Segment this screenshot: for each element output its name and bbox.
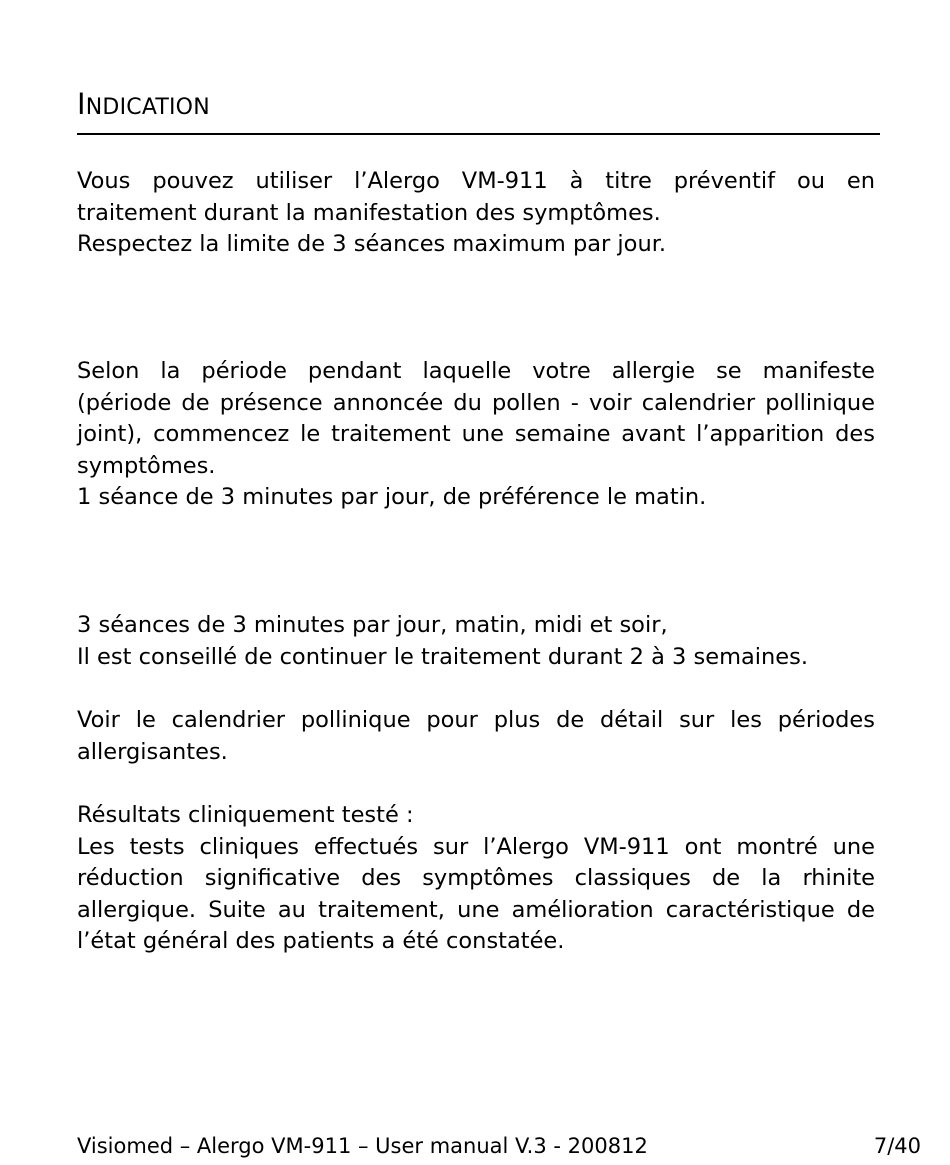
page-footer [77, 1132, 921, 1160]
paragraph-line: allergisantes. [77, 738, 228, 765]
section-heading [77, 84, 880, 135]
paragraph-line: Voir le calendrier pollinique pour plus de détail sur les périodes [77, 707, 875, 733]
paragraph-line: 1 séance de 3 minutes par jour, de préférence le matin. [77, 484, 707, 510]
paragraph-line: réduction significative des symptômes classiques de la rhinite [77, 865, 875, 891]
paragraph-line: l’état général des patients a été constatée. [77, 928, 565, 954]
paragraph-line: Il est conseillé de continuer le traitement durant 2 à 3 semaines. [77, 643, 809, 670]
paragraph-line: 3 séances de 3 minutes par jour, matin, midi et soir, [77, 612, 668, 638]
paragraph-line: Vous pouvez utiliser l’Alergo VM-911 à titre préventif ou en [77, 168, 875, 194]
paragraph-line: allergique. Suite au traitement, une amélioration caractéristique de [77, 896, 875, 923]
footer-document-title: Visiomed – Alergo VM-911 – User manual V.3 - 200812 [77, 1134, 648, 1158]
paragraph-line: Résultats cliniquement testé : [77, 802, 414, 828]
page-number: 7/40 [873, 1134, 921, 1158]
paragraph-calendar [77, 705, 875, 768]
heading-rest: NDICATION [85, 95, 210, 120]
paragraph-line: joint), commencez le traitement une semaine avant l’apparition des [77, 421, 875, 447]
paragraph-line: Les tests cliniques effectués sur l’Alergo VM-911 ont montré une [77, 833, 875, 860]
paragraph-treatment [77, 610, 875, 673]
heading-initial: I [77, 87, 86, 121]
paragraph-line: (période de présence annoncée du pollen - voir calendrier pollinique [77, 389, 875, 416]
paragraph-line: symptômes. [77, 452, 216, 479]
paragraph-results [77, 800, 875, 958]
paragraph-preventive [77, 356, 875, 514]
paragraph-line: Selon la période pendant laquelle votre allergie se manifeste [77, 358, 875, 384]
paragraph-line: Respectez la limite de 3 séances maximum par jour. [77, 231, 667, 257]
paragraph-line: traitement durant la manifestation des symptômes. [77, 199, 661, 226]
paragraph-usage [77, 166, 875, 261]
